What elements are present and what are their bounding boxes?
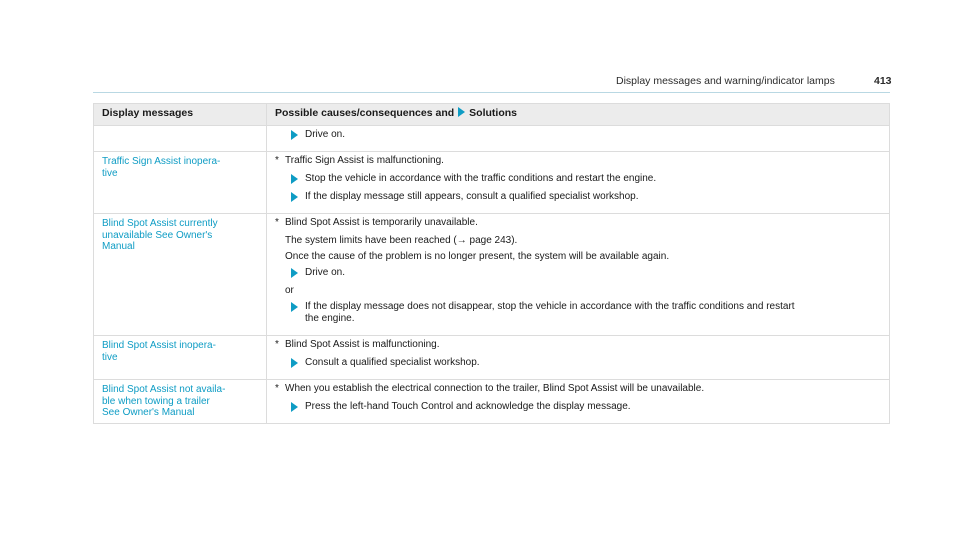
arrow-right-icon [291,174,298,184]
solution-step-text: If the display message still appears, consult a qualified specialist workshop. [305,191,639,202]
arrow-right-icon [291,402,298,412]
asterisk-marker: * [275,217,279,228]
solutions-cell [267,380,890,424]
arrow-right-icon [291,192,298,202]
cause-text: Traffic Sign Assist is malfunctioning. [285,155,444,166]
display-message-cell [94,214,267,336]
asterisk-marker: * [275,339,279,350]
page-number: 413 [874,75,892,87]
table-row [94,336,890,380]
solution-step [275,357,883,369]
display-message-cell [94,336,267,380]
display-message-text: Blind Spot Assist inopera- tive [102,340,216,363]
cause-text: Blind Spot Assist is temporarily unavailable. [285,217,478,228]
solution-step-text: Drive on. [305,267,346,278]
col-header-display-messages [94,104,267,126]
solution-step [275,267,883,279]
running-head: Display messages and warning/indicator lamps [616,75,835,87]
col-header-label: Possible causes/consequences and [275,107,455,119]
info-line [275,251,883,263]
table-header-row [94,104,890,126]
arrow-right-icon [458,107,465,117]
display-message-text: Blind Spot Assist not availa- ble when towing a trailer See Owner's Manual [102,384,226,418]
info-line [275,235,883,247]
info-line [275,285,883,297]
solutions-cell [267,126,890,152]
arrow-right-icon [291,358,298,368]
display-message-cell [94,152,267,214]
solution-step-text: If the display message does not disappear, stop the vehicle in accordance with the traffic conditions and restart the engine. [305,301,795,324]
table-row [94,126,890,152]
solutions-cell [267,336,890,380]
asterisk-marker: * [275,383,279,394]
info-text: The system limits have been reached (→ page 243). [285,235,518,246]
solution-step-text: Drive on. [305,129,346,140]
table-body [94,126,890,424]
solutions-cell [267,214,890,336]
display-message-cell [94,126,267,152]
cause-line [275,217,883,229]
display-messages-table [93,103,890,424]
solution-step [275,301,883,325]
display-message-cell [94,380,267,424]
cause-text: When you establish the electrical connection to the trailer, Blind Spot Assist will be unavailable. [285,383,705,394]
info-text: or [285,285,294,296]
page-header [0,0,960,96]
arrow-right-icon [291,130,298,140]
table-row [94,380,890,424]
display-message-text: Traffic Sign Assist inopera- tive [102,156,221,179]
display-message-text: Blind Spot Assist currently unavailable See Owner's Manual [102,218,218,252]
cause-line [275,155,883,167]
header-rule [93,92,890,93]
solution-step [275,129,883,141]
solution-step [275,173,883,185]
info-text: Once the cause of the problem is no longer present, the system will be available again. [285,251,670,262]
solution-step-text: Consult a qualified specialist workshop. [305,357,480,368]
col-header-label: Solutions [469,107,518,119]
col-header-solutions [267,104,890,126]
table-row [94,214,890,336]
solution-step [275,401,883,413]
cause-line [275,383,883,395]
cause-line [275,339,883,351]
solution-step [275,191,883,203]
asterisk-marker: * [275,155,279,166]
solution-step-text: Press the left-hand Touch Control and acknowledge the display message. [305,401,631,412]
arrow-right-icon [291,268,298,278]
cause-text: Blind Spot Assist is malfunctioning. [285,339,440,350]
solutions-cell [267,152,890,214]
col-header-label: Display messages [102,107,194,119]
table-row [94,152,890,214]
arrow-right-icon [291,302,298,312]
solution-step-text: Stop the vehicle in accordance with the traffic conditions and restart the engine. [305,173,657,184]
